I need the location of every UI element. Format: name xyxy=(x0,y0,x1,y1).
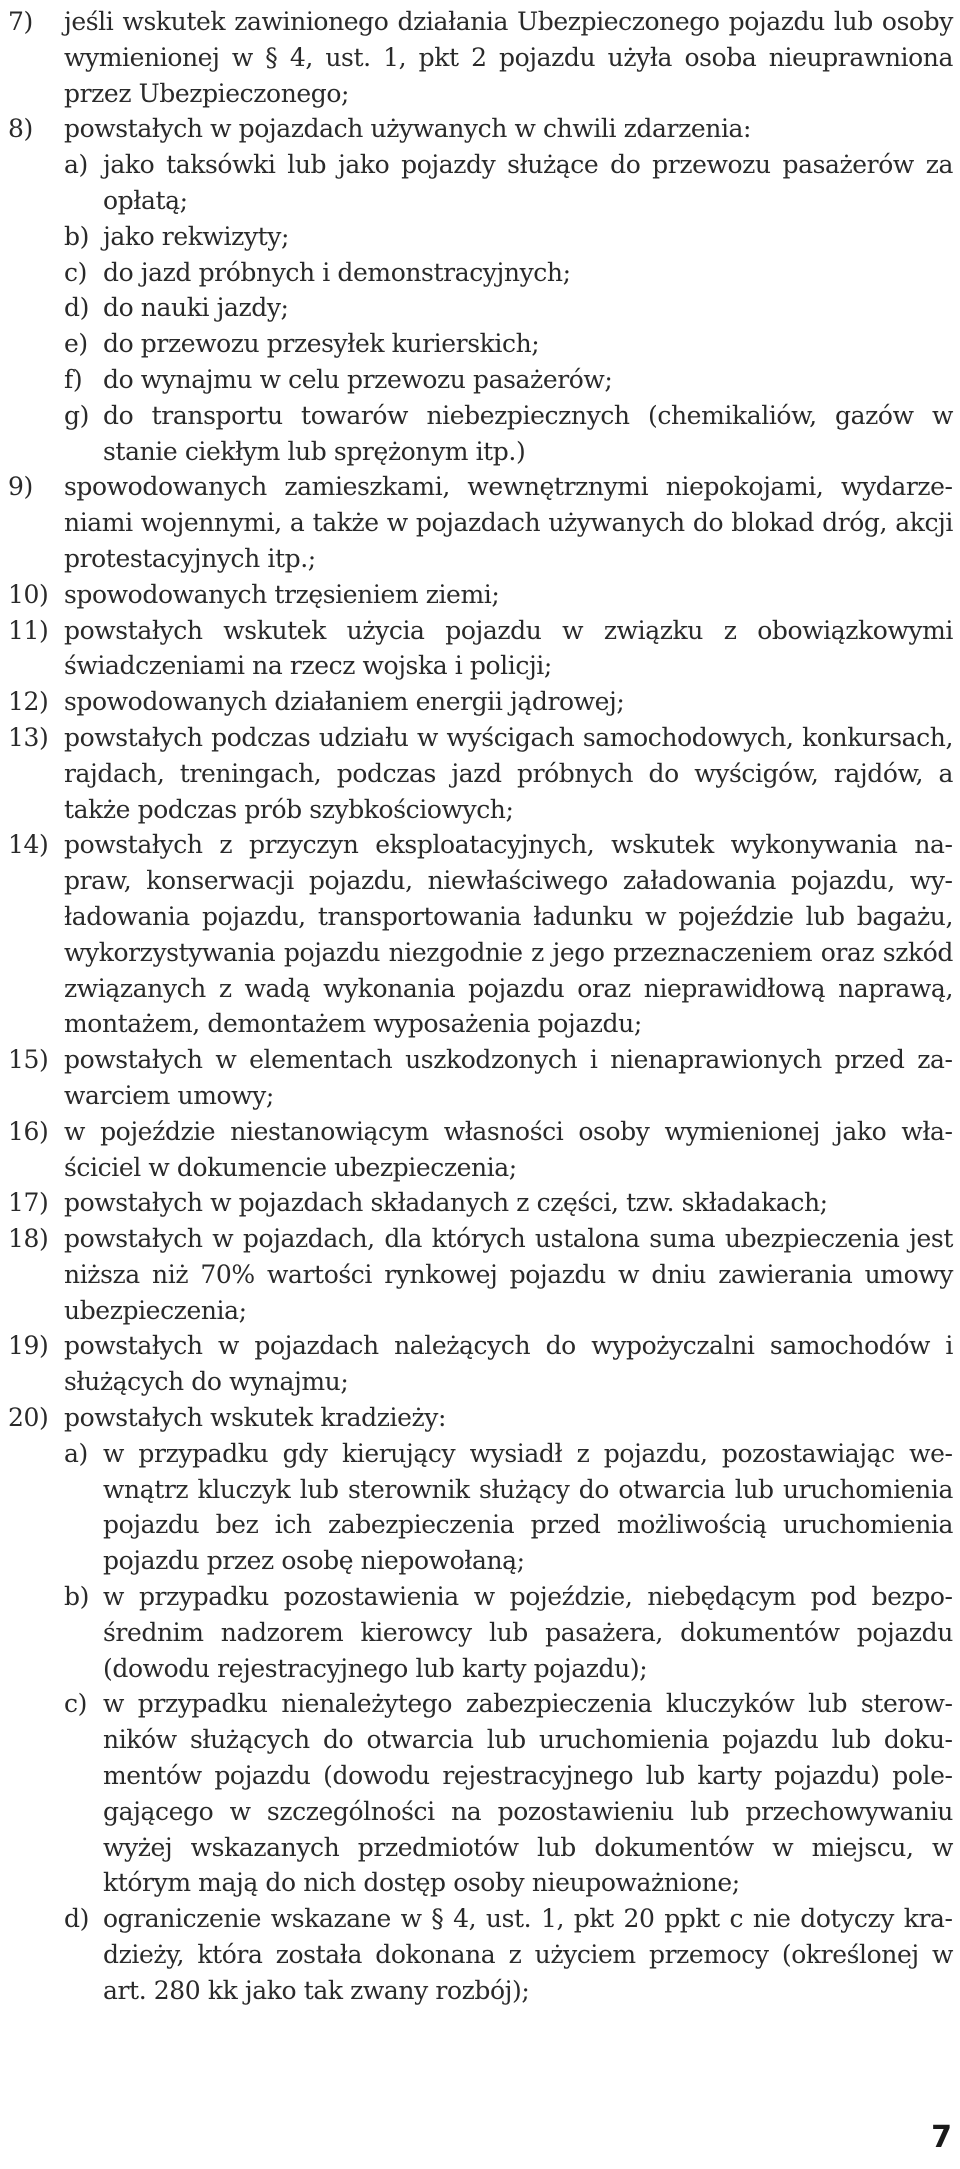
item-text: spowodowanych działaniem energii jądrowej; xyxy=(64,687,625,717)
sub-item-text: jako taksówki lub jako pojazdy służące do przewozu pasażerów za opłatą; xyxy=(103,150,953,215)
sub-item-text: do wynajmu w celu przewozu pasażerów; xyxy=(103,364,613,394)
item-text: powstałych w pojazdach używanych w chwili zdarzenia: xyxy=(64,114,752,144)
sub-item-letter: c) xyxy=(64,1689,87,1719)
item-number: 10) xyxy=(8,579,49,609)
sub-item-text: w przypadku gdy kierujący wysiadł z pojazdu, pozostawiając wewnątrz kluczyk lub sterownik służący do otwarcia lub uruchomienia pojazdu bez ich zabezpieczenia przed możliwością uruchomienia pojazdu przez osobę niepowołaną; xyxy=(103,1438,953,1576)
sub-item-letter: e) xyxy=(64,329,88,359)
list-item-13 xyxy=(8,720,953,827)
list-item-15 xyxy=(8,1042,953,1114)
sub-item-text: ograniczenie wskazane w § 4, ust. 1, pkt 20 ppkt c nie dotyczy kradzieży, która została dokonana z użyciem przemocy (określonej w art. 280 kk jako tak zwany rozbój); xyxy=(103,1904,953,2005)
sub-item-b xyxy=(64,219,953,255)
item-number: 12) xyxy=(8,687,49,717)
sub-item-letter: c) xyxy=(64,257,87,287)
item-text: powstałych w elementach uszkodzonych i nienaprawionych przed zawarciem umowy; xyxy=(64,1045,953,1110)
item-number: 14) xyxy=(8,830,49,860)
sub-item-text: w przypadku pozostawienia w pojeździe, niebędącym pod bezpośrednim nadzorem kierowcy lub pasażera, dokumentów pojazdu (dowodu rejestracyjnego lub karty pojazdu); xyxy=(103,1582,953,1683)
list-item-16 xyxy=(8,1114,953,1186)
sub-item-c xyxy=(64,1686,953,1901)
item-number: 11) xyxy=(8,615,49,645)
sub-item-g xyxy=(64,398,953,470)
list-item-11 xyxy=(8,613,953,685)
item-number: 16) xyxy=(8,1116,49,1146)
item-text: powstałych wskutek użycia pojazdu w związku z obowiązkowymi świadczeniami na rzecz wojska i policji; xyxy=(64,615,953,681)
item-number: 13) xyxy=(8,722,49,752)
sub-item-letter: a) xyxy=(64,1438,88,1468)
sub-item-letter: b) xyxy=(64,1582,89,1612)
sub-item-a xyxy=(64,147,953,219)
sub-item-letter: f) xyxy=(64,364,83,394)
sub-item-d xyxy=(64,1901,953,2008)
list-item-14 xyxy=(8,827,953,1042)
item-text: jeśli wskutek zawinionego działania Ubezpieczonego pojazdu lub osoby wymienionej w § 4, ust. 1, pkt 2 pojazdu użyła osoba nieuprawniona przez Ubezpieczonego; xyxy=(64,7,953,108)
sub-item-c xyxy=(64,255,953,291)
item-number: 7) xyxy=(8,7,33,36)
item-number: 9) xyxy=(8,472,33,502)
item-number: 8) xyxy=(8,114,33,144)
sub-item-a xyxy=(64,1436,953,1579)
sub-item-letter: g) xyxy=(64,400,89,430)
list-item-12 xyxy=(8,684,953,720)
item-text: spowodowanych trzęsieniem ziemi; xyxy=(64,579,500,609)
sub-item-text: do nauki jazdy; xyxy=(103,293,289,323)
item-number: 15) xyxy=(8,1045,49,1075)
sub-item-text: do przewozu przesyłek kurierskich; xyxy=(103,329,540,359)
list-item-9 xyxy=(8,469,953,576)
sub-item-d xyxy=(64,290,953,326)
sub-item-letter: d) xyxy=(64,1904,89,1934)
page-number: 7 xyxy=(931,2120,952,2155)
item-number: 20) xyxy=(8,1403,49,1433)
sub-item-letter: d) xyxy=(64,293,89,323)
document-body xyxy=(8,4,953,2009)
list-item-19 xyxy=(8,1328,953,1400)
sublist xyxy=(64,1436,953,2009)
item-text: powstałych z przyczyn eksploatacyjnych, wskutek wykonywania napraw, konserwacji pojazdu, niewłaściwego załadowania pojazdu, wyładowania pojazdu, transportowania ładunku w pojeździe lub bagażu, wykorzystywania pojazdu niezgodnie z jego przeznaczeniem oraz szkód związanych z wadą wykonania pojazdu oraz nieprawidłową naprawą, montażem, demontażem wyposażenia pojazdu; xyxy=(64,830,953,1039)
item-text: spowodowanych zamieszkami, wewnętrznymi niepokojami, wydarzeniami wojennymi, a także w pojazdach używanych do blokad dróg, akcji protestacyjnych itp.; xyxy=(64,472,953,573)
item-text: powstałych wskutek kradzieży: xyxy=(64,1403,447,1433)
item-text: powstałych podczas udziału w wyścigach samochodowych, konkursach, rajdach, treningach, podczas jazd próbnych do wyścigów, rajdów, a także podczas prób szybkościowych; xyxy=(64,722,953,824)
list-item-7 xyxy=(8,4,953,111)
sub-item-letter: a) xyxy=(64,150,88,180)
list-item-17 xyxy=(8,1185,953,1221)
sub-item-text: w przypadku nienależytego zabezpieczenia kluczyków lub sterowników służących do otwarcia lub uruchomienia pojazdu lub dokumentów pojazdu (dowodu rejestracyjnego lub karty pojazdu) polegającego w szczególności na pozostawieniu lub przechowywaniu wyżej wskazanych przedmiotów lub dokumentów w miejscu, w którym mają do nich dostęp osoby nieupoważnione; xyxy=(103,1689,953,1898)
list-item-18 xyxy=(8,1221,953,1328)
item-text: powstałych w pojazdach, dla których ustalona suma ubezpieczenia jest niższa niż 70% wartości rynkowej pojazdu w dniu zawierania umowy ubezpieczenia; xyxy=(64,1224,953,1325)
list-item-8 xyxy=(8,111,953,469)
list-item-10 xyxy=(8,577,953,613)
sub-item-letter: b) xyxy=(64,221,89,251)
item-text: w pojeździe niestanowiącym własności osoby wymienionej jako właściciel w dokumencie ubezpieczenia; xyxy=(64,1116,953,1182)
item-number: 18) xyxy=(8,1224,49,1254)
sub-item-text: do transportu towarów niebezpiecznych (chemikaliów, gazów w stanie ciekłym lub sprężonym itp.) xyxy=(103,400,953,466)
sublist xyxy=(64,147,953,469)
list-item-20 xyxy=(8,1400,953,2009)
item-number: 19) xyxy=(8,1331,49,1361)
sub-item-e xyxy=(64,326,953,362)
sub-item-text: jako rekwizyty; xyxy=(103,221,289,251)
sub-item-f xyxy=(64,362,953,398)
item-text: powstałych w pojazdach należących do wypożyczalni samochodów i służących do wynajmu; xyxy=(64,1331,953,1397)
item-text: powstałych w pojazdach składanych z części, tzw. składakach; xyxy=(64,1188,828,1218)
sub-item-text: do jazd próbnych i demonstracyjnych; xyxy=(103,257,571,287)
item-number: 17) xyxy=(8,1188,49,1218)
sub-item-b xyxy=(64,1579,953,1686)
